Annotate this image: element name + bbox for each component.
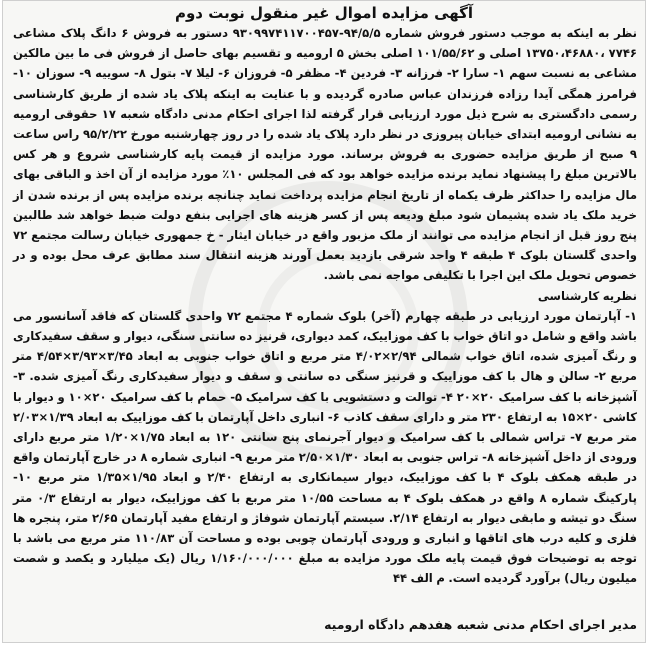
notice-paragraph-main: نظر به اینکه به موجب دستور فروش شماره ۹۴/۵/۵-۹۳۰۹۹۷۴۱۱۷۰۰۴۵۷ دستور به فروش ۶ دانگ پلاک مشاعی ۷۷۴۶ ،۱۳۷۵۰،۴۶۸۸۰ اصلی و ۱۰۱/۵۵/۶۲ اصلی بخش ۵ ارومیه و تقسیم بهای حاصل از فروش فی ما بین مالکین مشاعی به نسبت سهم ۱- سارا ۲- فرزانه ۳- فردین ۴- مظفر ۵- فروزان ۶- لیلا ۷- بتول ۸- سوییه ۹- سوزان ۱۰- فرامرز همگی آیدا رزاده فرزندان عباس صادره گردیده و با عنایت به اینکه پلاک یاد شده از طریق کارشناسی رسمی دادگستری به شرح ذیل مورد ارزیابی قرار گرفته لذا اجرای احکام مدنی دادگاه شعبه ۱۷ حقوقی ارومیه به نشانی ارومیه ابتدای خیابان پیروزی در نظر دارد پلاک یاد شده را در روز چهارشنبه مورخ ۹۵/۲/۲۲ راس ساعت ۹ صبح از طریق مزایده حضوری به فروش برساند. مورد مزایده از قیمت پایه کارشناسی شروع و هر کس بالاترین مبلغ را پیشنهاد نماید برنده مزایده خواهد بود که فی المجلس ۱۰٪ مورد مزایده از آن اخذ و الباقی بهای مال مزایده را حداکثر ظرف یکماه از تاریخ انجام مزایده پرداخت نماید چنانچه برنده مزایده پس از برنده شدن از خرید ملک یاد شده پشیمان شود مبلغ ودیعه پس از کسر هزینه های اجرایی بنفع دولت ضبط خواهد شد طالبین پنج روز قبل از انجام مزایده می توانند از ملک مزبور واقع در خیابان ایثار - خ جمهوری خیابان رسالت مجتمع ۷۲ واحدی گلستان بلوک ۴ طبقه ۴ واحد شرقی بازدید بعمل آورند هزینه انتقال سند مطابق عرف محل بوده و در خصوص تحویل ملک این اجرا با تکلیفی مواجه نمی باشد. xyxy=(13,26,638,283)
newspaper-clipping xyxy=(2,0,646,643)
notice-signature: مدیر اجرای احکام مدنی شعبه هفدهم دادگاه ارومیه xyxy=(324,617,637,632)
notice-body xyxy=(13,23,637,589)
notice-paragraph-expert: ۱- آپارتمان مورد ارزیابی در طبقه چهارم (آخر) بلوک شماره ۴ مجتمع ۷۲ واحدی گلستان که فاقد آسانسور می باشد واقع و شامل دو اتاق خواب با کف موزاییک، کمد دیواری، قرنیز ده سانتی سنگی، دیوار و سقف سفیدکاری و رنگ آمیزی شده، اتاق خواب شمالی ۲/۹۴×۴/۰۲ متر مربع و اتاق خواب جنوبی به ابعاد ۳/۴۵×۳/۹۳×۴/۵۴ متر مربع ۲- سالن و هال با کف موزاییک و قرنیز سنگی ده سانتی و سقف و دیوار سفیدکاری رنگ آمیزی شده. ۳- آشپزخانه با کف سرامیک ۲۰×۲۰ ۴- توالت و دستشویی با کف سرامیک ۵- حمام با کف سرامیک ۲۰×۱۰ و دیوار با کاشی ۲۰×۱۵ به ارتفاع ۲۳۰ متر و دارای سقف کاذب ۶- انباری داخل آپارتمان با کف موزاییک به ابعاد ۱/۳۹×۲/۰۳ متر مربع ۷- تراس شمالی با کف سرامیک و دیوار آجرنمای پنج سانتی ۱۲۰ به ابعاد ۱/۷۵×۱/۲۰ متر مربع دارای ورودی از داخل آشپزخانه ۸- تراس جنوبی به ابعاد ۱/۳۰×۲/۵۰ متر مربع ۹- انباری شماره ۸ در خارج آپارتمان واقع در طبقه همکف بلوک ۴ با کف موزاییک، دیوار سیمانکاری به ارتفاع ۲/۴۰ و ابعاد ۱/۹۵×۱/۳۵ متر مربع ۱۰- پارکینگ شماره ۸ واقع در همکف بلوک ۴ به مساحت ۱۰/۵۵ متر مربع با کف موزاییک، دیوار به ارتفاع ۰/۳ متر سنگ دو تیشه و مابقی دیوار به ارتفاع ۲/۱۴. سیستم آپارتمان شوفاژ و ارتفاع مفید آپارتمان ۲/۶۵ متر، پنجره ها فلزی و کلیه درب های اتاقها و انباری و ورودی آپارتمان چوبی بوده و مساحت آن ۱۱۰/۸۳ متر مربع می باشد با توجه به توضیحات فوق قیمت پایه ملک مورد مزایده به مبلغ ۱/۱۶۰/۰۰۰/۰۰۰ ریال (یک میلیارد و یکصد و شصت میلیون ریال) برآورد گردیده است. م الف ۴۴ xyxy=(13,308,638,586)
expert-opinion-heading: نظریه کارشناسی xyxy=(537,288,637,303)
notice-title: آگهی مزایده اموال غیر منقول نوبت دوم xyxy=(174,4,474,22)
